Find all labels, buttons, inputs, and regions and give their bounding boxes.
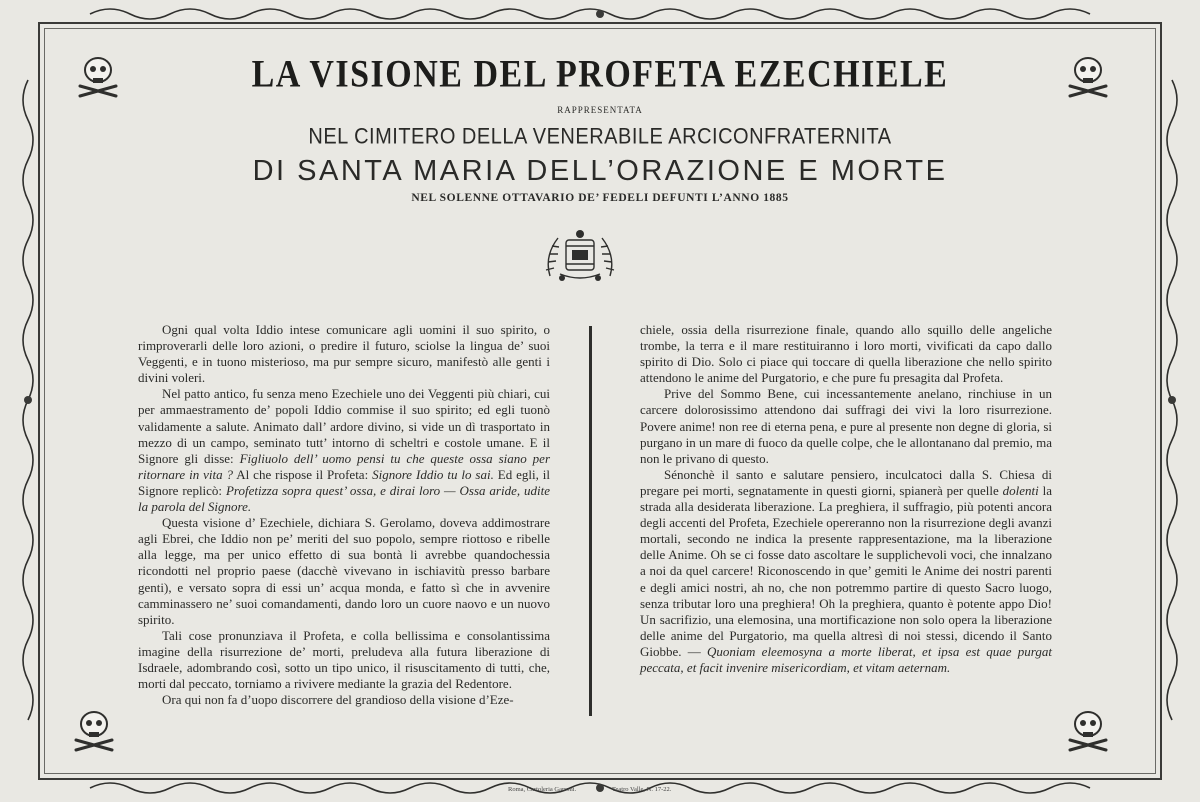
subtitle-line-1: NEL CIMITERO DELLA VENERABILE ARCICONFRATERNITA <box>308 124 892 150</box>
paragraph: Prive del Sommo Bene, cui incessantemente anelano, rinchiuse in un carcere dolorosissimo attendono dai suffragi dei vivi la loro risurrezione. Povere anime! non ree di eterna pena, e pure al presente non degne di gloria, si purgano in un mare di fuoco da quelle colpe, che le allontanano dal premio, ma non le privano di questo. <box>640 386 1053 466</box>
subtitle-line-3: NEL SOLENNE OTTAVARIO DE’ FEDELI DEFUNTI L’ANNO 1885 <box>411 192 789 204</box>
subtitle-small: RAPPRESENTATA <box>557 105 643 115</box>
poster-title: LA VISIONE DEL PROFETA EZECHIELE <box>251 53 949 96</box>
paragraph: Questa visione d’ Ezechiele, dichiara S. Gerolamo, doveva addimostrare agli Ebrei, che Iddio non pe’ meriti del suo popolo, sempre riottoso e ribelle alla legge, ma per unico effetto di sua bontà li avrebbe quandochessia ricondotti nel proprio paese (dacchè vivevano in ischiavitù presso barbare genti), e versato sopra di essi un’ acqua monda, e fatto sì che in avvenire camminassero ne’ suoi comandamenti, dando loro un cuore naovo e un nuovo spirito. <box>138 515 550 627</box>
left-text-column <box>138 322 550 708</box>
right-text-column <box>640 322 1052 676</box>
skull-crossbones-icon <box>66 700 122 756</box>
emblem-icon <box>542 226 618 286</box>
printer-credit: Roma, Cartoleria Garroni. <box>508 786 577 793</box>
paragraph: Ogni qual volta Iddio intese comunicare agli uomini il suo spirito, o rimproverarli delle loro azioni, o predire il futuro, sciolse la lingua de’ suoi Veggenti, e in tuono misterioso, ma pur sempre sicuro, manifestò alle genti i divini voleri. <box>138 322 550 386</box>
skull-crossbones-icon <box>1060 700 1116 756</box>
paragraph: Sénonchè il santo e salutare pensiero, inculcatoci dalla S. Chiesa di pregare pei morti, segnatamente in questi giorni, spianerà per quelle dolenti la strada alla desiderata liberazione. La preghiera, il suffragio, più potenti ancora degli accenti del Profeta, Ezechiele opereranno non la risurrezione degli avanzi mortali, secondo ne indica la presente rappresentazione, ma la liberazione delle Anime. Oh se ci fosse dato ascoltare le supplichevoli voci, che innalzano a noi da quel carcere! Riconoscendo in que’ gemiti le Anime dei nostri parenti e degli amici nostri, ah no, che non potremmo partire di questo Sacro luogo, senza tributar loro una preghiera! Oh la preghiera, quanto è potente appo Dio! Un sacrifizio, una elemosina, una mortificazione non solo opera la liberazione delle anime del Purgatorio, ma quella altresì di noi stessi, dicendo il Santo Giobbe. — Quoniam eleemosyna a morte liberat, et ipsa est quae purgat peccata, et facit invenire misericordiam, et vitam aeternam. <box>640 466 1053 675</box>
paragraph: Ora qui non fa d’uopo discorrere del grandioso della visione d’Eze- <box>162 692 514 708</box>
paragraph: chiele, ossia della risurrezione finale, quando allo squillo delle angeliche trombe, la terra e il mare restituiranno i loro morti, vivificati da capo dallo spirito di Dio. Solo ci piace qui toccare di quella liberazione che nello spirito attendono le anime del Purgatorio, e che pure fu presagita dal Profeta. <box>640 322 1052 386</box>
printer-address: Teatro Valle, N. 17-22. <box>612 786 672 793</box>
paragraph: Nel patto antico, fu senza meno Ezechiele uno dei Veggenti più chiari, cui per ammaestramento de’ popoli Iddio commise il suo spirito; ed egli tuonò validamente a salute. Animato dall’ ardore divino, si vide un dì trasportato in mezzo di un campo, seminato tutt’ intorno di scheltri e costole umane. E il Signore gli disse: Figliuolo dell’ uomo pensi tu che queste ossa siano per ritornare in vita ? Al che rispose il Profeta: Signore Iddio tu lo sai. Ed egli, il Signore replicò: Profetizza sopra quest’ ossa, e dirai loro — Ossa aride, udite la parola del Signore. <box>138 386 551 515</box>
column-divider <box>589 326 592 716</box>
paragraph: Tali cose pronunziava il Profeta, e colla bellissima e consolantissima imagine della risurrezione de’ morti, preludeva alla futura liberazione di Isdraele, adombrando così, sotto un tipo unico, il risuscitamento di tutti, che, morti dal peccato, torniamo a rivivere mediante la grazia del Redentore. <box>138 627 550 692</box>
skull-crossbones-icon <box>70 46 126 102</box>
skull-crossbones-icon <box>1060 46 1116 102</box>
subtitle-line-2: DI SANTA MARIA DELL’ORAZIONE E MORTE <box>252 155 948 187</box>
